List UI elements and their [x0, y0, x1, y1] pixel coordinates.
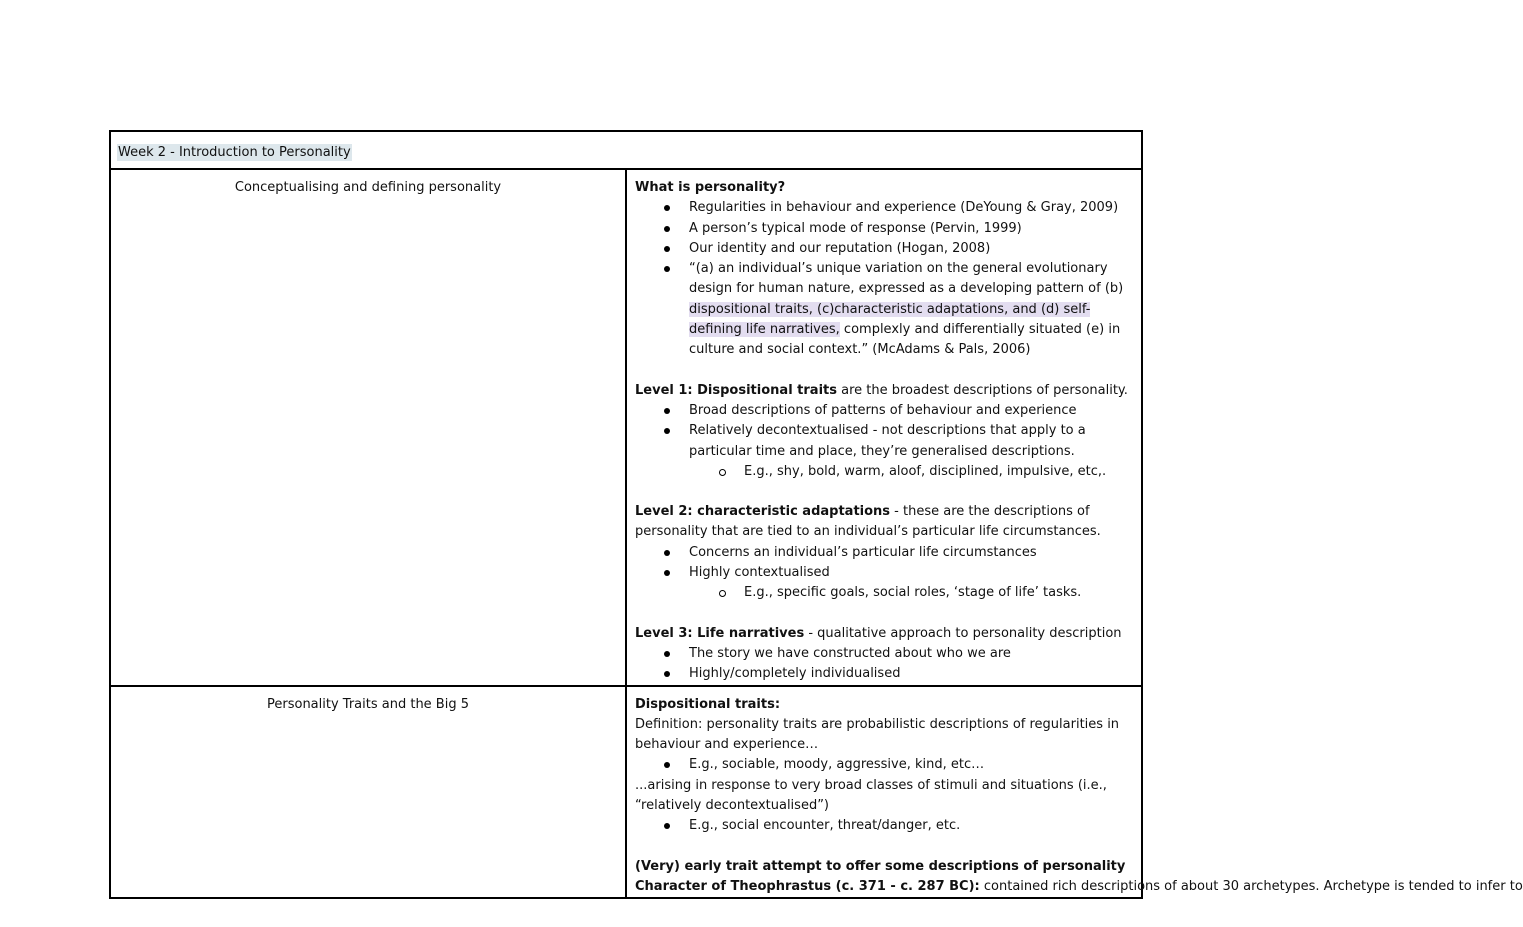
row-content	[626, 169, 1142, 686]
row-label	[110, 686, 626, 899]
list-item: E.g., social encounter, threat/danger, etc.	[635, 816, 1133, 836]
list-item: Highly/completely individualised	[635, 664, 1133, 684]
title-cell	[110, 131, 1142, 169]
list-item: The story we have constructed about who we are	[635, 644, 1133, 664]
list-item: Our identity and our reputation (Hogan, 2008)	[635, 239, 1133, 259]
highlighted-text: dispositional traits, (c)characteristic adaptations, and (d) self-defining life narratives,	[689, 301, 1091, 338]
page-title: Week 2 - Introduction to Personality	[118, 144, 351, 160]
bullet-list	[635, 543, 1133, 584]
list-item: E.g., sociable, moody, aggressive, kind, etc…	[635, 755, 1133, 775]
bullet-list	[635, 198, 1133, 360]
list-item: Concerns an individual’s particular life circumstances	[635, 543, 1133, 563]
list-item: Relatively decontextualised - not descriptions that apply to a particular time and place, they’re generalised descriptions.	[635, 421, 1133, 462]
list-item: Highly contextualised	[635, 563, 1133, 583]
theophrastus-text: Character of Theophrastus (c. 371 - c. 287 BC): contained rich descriptions of about 30 archetypes. Archetype is tended to infer to	[635, 878, 1523, 894]
level3-paragraph: Level 3: Life narratives - qualitative approach to personality description	[635, 625, 1122, 641]
table-row	[110, 169, 1142, 686]
row-content	[626, 686, 1523, 899]
section-heading: What is personality?	[635, 180, 786, 195]
row-label	[110, 169, 626, 686]
level1-paragraph: Level 1: Dispositional traits are the broadest descriptions of personality.	[635, 382, 1128, 398]
early-trait-heading: (Very) early trait attempt to offer some descriptions of personality	[635, 858, 1126, 874]
arising-text: ...arising in response to very broad classes of stimuli and situations (i.e., “relatively decontextualised”)	[635, 777, 1107, 814]
sub-bullet-list	[635, 462, 1133, 482]
list-item: Regularities in behaviour and experience (DeYoung & Gray, 2009)	[635, 198, 1133, 218]
definition-text: Definition: personality traits are probabilistic descriptions of regularities in behaviour and experience…	[635, 716, 1120, 753]
section-heading: Dispositional traits:	[635, 696, 781, 712]
sub-list-item: E.g., shy, bold, warm, aloof, disciplined, impulsive, etc,.	[635, 462, 1133, 482]
table-row	[110, 686, 1142, 899]
sub-list-item: E.g., specific goals, social roles, ‘stage of life’ tasks.	[635, 583, 1133, 603]
bullet-list	[635, 644, 1133, 685]
sub-bullet-list	[635, 583, 1133, 603]
list-item: A person’s typical mode of response (Pervin, 1999)	[635, 219, 1133, 239]
bullet-list	[635, 755, 1133, 775]
row-label-text: Personality Traits and the Big 5	[267, 696, 469, 712]
list-item-quote: “(a) an individual’s unique variation on the general evolutionary design for human nature, expressed as a developing pattern of (b) dispositional traits, (c)characteristic adaptations, and (d) self-defining life narratives, complexly and differentially situated (e) in culture and social context.” (McAdams & Pals, 2006)	[635, 259, 1133, 360]
row-label-text: Conceptualising and defining personality	[234, 180, 502, 195]
list-item: Broad descriptions of patterns of behaviour and experience	[635, 401, 1133, 421]
bullet-list	[635, 401, 1133, 462]
level2-paragraph: Level 2: characteristic adaptations - these are the descriptions of personality that are tied to an individual’s particular life circumstances.	[635, 504, 1101, 540]
title-row	[110, 131, 1142, 169]
bullet-list	[635, 816, 1133, 836]
notes-table	[109, 130, 1523, 899]
